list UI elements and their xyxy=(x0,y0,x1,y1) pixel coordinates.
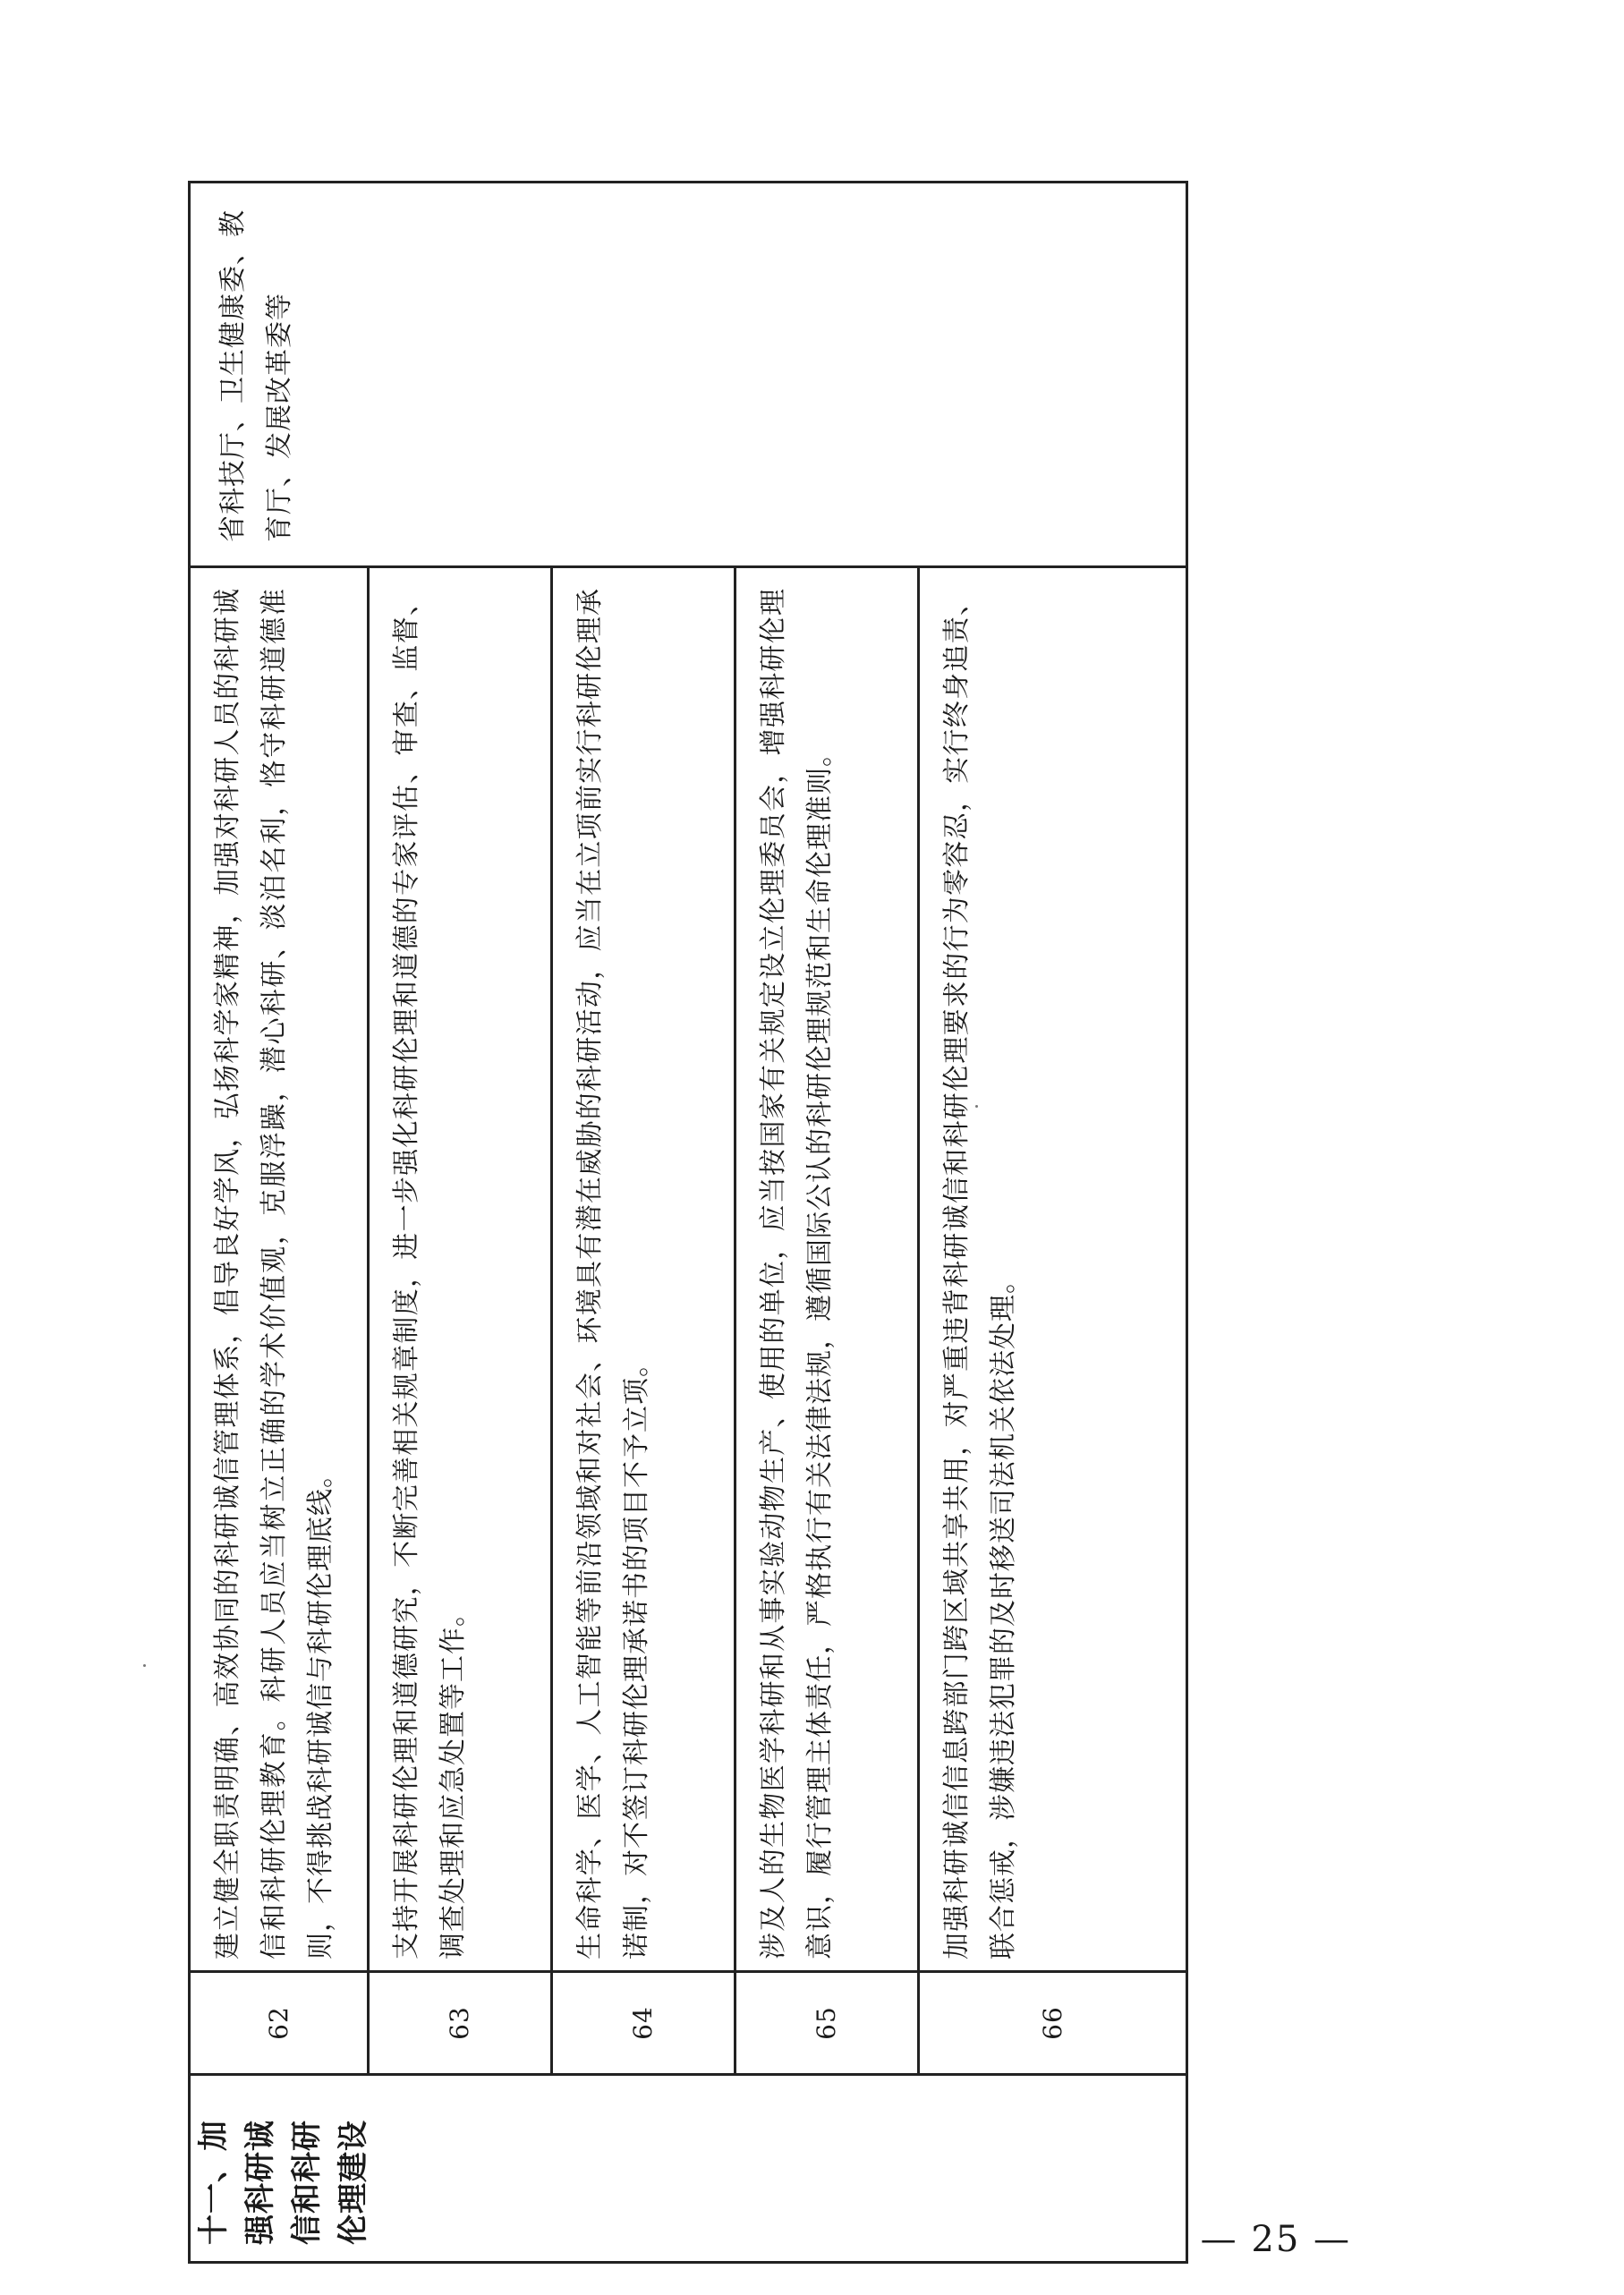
rotated-table-container xyxy=(188,183,1186,2264)
category-label: 十一、加强科研诚信和科研伦理建设 xyxy=(196,2120,371,2245)
measure-text: 建立健全职责明确、高效协同的科研诚信管理体系，倡导良好学风，弘扬科学家精神，加强对科研人员的科研诚信和科研伦理教育。科研人员应当树立正确的学术价值观，克服浮躁，潜心科研、淡泊名利，恪守科研道德准则，不得挑战科研诚信与科研伦理底线。 xyxy=(190,567,369,1972)
table-row xyxy=(190,183,369,2263)
measure-text: 支持开展科研伦理和道德研究，不断完善相关规章制度，进一步强化科研伦理和道德的专家评估、审查、监督、调查处理和应急处置等工作。 xyxy=(369,567,552,1972)
measure-text: 加强科研诚信信息跨部门跨区域共享共用，对严重违背科研诚信和科研伦理要求的行为零容忍，实行终身追责、联合惩戒，涉嫌违法犯罪的及时移送司法机关依法处理。 xyxy=(919,567,1187,1972)
page-number: — 25 — xyxy=(1200,2219,1351,2260)
category-cell xyxy=(190,2075,1187,2263)
row-number: 66 xyxy=(919,1972,1187,2075)
row-number: 62 xyxy=(190,1972,369,2075)
scan-speck xyxy=(975,1105,978,1108)
scan-speck xyxy=(143,1664,146,1667)
measure-text: 生命科学、医学、人工智能等前沿领域和对社会、环境具有潜在威胁的科研活动，应当在立项前实行科研伦理承诺制，对不签订科研伦理承诺书的项目不予立项。 xyxy=(552,567,735,1972)
row-number: 63 xyxy=(369,1972,552,2075)
row-number: 65 xyxy=(735,1972,919,2075)
row-number: 64 xyxy=(552,1972,735,2075)
measures-table xyxy=(188,181,1188,2264)
measure-text: 涉及人的生物医学科研和从事实验动物生产、使用的单位，应当按国家有关规定设立伦理委员会，增强科研伦理意识，履行管理主体责任，严格执行有关法律法规，遵循国际公认的科研伦理规范和生命伦理准则。 xyxy=(735,567,919,1972)
department-cell: 省科技厅、卫生健康委、教育厅、发展改革委等 xyxy=(190,183,1187,567)
